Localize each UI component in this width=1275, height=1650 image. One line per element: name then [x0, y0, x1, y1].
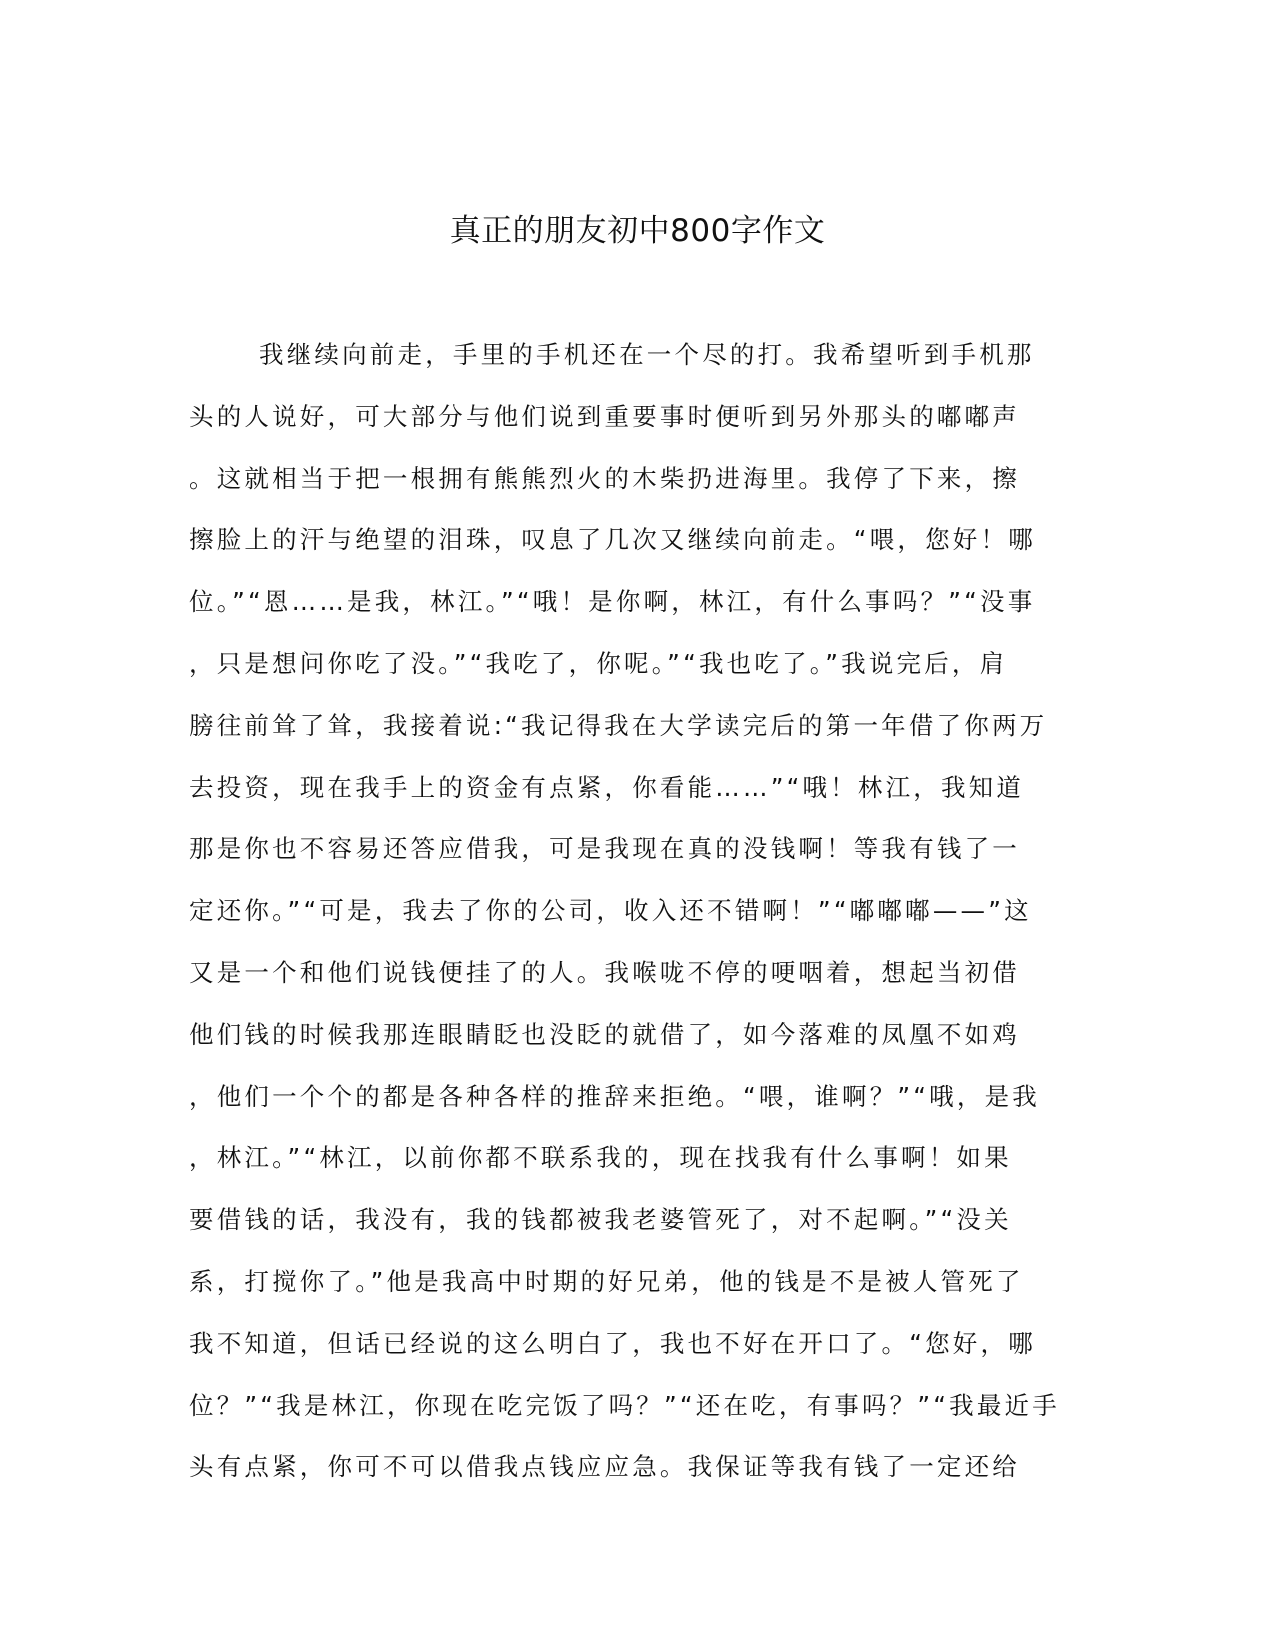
text-line: 他们钱的时候我那连眼睛眨也没眨的就借了，如今落难的凤凰不如鸡	[189, 1019, 1020, 1049]
text-line: 要借钱的话，我没有，我的钱都被我老婆管死了，对不起啊。”“没关	[189, 1205, 1012, 1235]
essay-body	[189, 324, 1089, 1498]
text-line: 去投资，现在我手上的资金有点紧，你看能……”“哦！林江，我知道	[189, 772, 1025, 802]
text-line: 我不知道，但话已经说的这么明白了，我也不好在开口了。“您好，哪	[189, 1328, 1036, 1358]
text-line: 我继续向前走，手里的手机还在一个尽的打。我希望听到手机那	[259, 340, 1035, 369]
text-line: 又是一个和他们说钱便挂了的人。我喉咙不停的哽咽着，想起当初借	[189, 957, 1020, 987]
text-line: 那是你也不容易还答应借我，可是我现在真的没钱啊！等我有钱了一	[189, 834, 1020, 864]
text-line: 系，打搅你了。”他是我高中时期的好兄弟，他的钱是不是被人管死了	[189, 1266, 1024, 1296]
text-line: 位？”“我是林江，你现在吃完饭了吗？”“还在吃，有事吗？”“我最近手	[189, 1390, 1060, 1420]
text-line: 头有点紧，你可不可以借我点钱应应急。我保证等我有钱了一定还给	[189, 1452, 1020, 1482]
text-line: 头的人说好，可大部分与他们说到重要事时便听到另外那头的嘟嘟声	[189, 401, 1020, 431]
text-line: 定还你。”“可是，我去了你的公司，收入还不错啊！”“嘟嘟嘟——”这	[189, 896, 1032, 926]
text-line: 位。”“恩……是我，林江。”“哦！是你啊，林江，有什么事吗？”“没事	[189, 587, 1036, 617]
text-line: ，林江。”“林江，以前你都不联系我的，现在找我有什么事啊！如果	[189, 1143, 1012, 1173]
text-line: ，只是想问你吃了没。”“我吃了，你呢。”“我也吃了。”我说完后，肩	[189, 648, 1008, 678]
text-line: 膀往前耸了耸，我接着说:“我记得我在大学读完后的第一年借了你两万	[189, 710, 1048, 740]
document-title: 真正的朋友初中800字作文	[449, 213, 826, 249]
text-line: 擦脸上的汗与绝望的泪珠，叹息了几次又继续向前走。“喂，您好！哪	[189, 525, 1036, 555]
text-line: ，他们一个个的都是各种各样的推辞来拒绝。“喂，谁啊？”“哦，是我	[189, 1081, 1040, 1111]
text-line: 。这就相当于把一根拥有熊熊烈火的木柴扔进海里。我停了下来，擦	[189, 463, 1020, 493]
